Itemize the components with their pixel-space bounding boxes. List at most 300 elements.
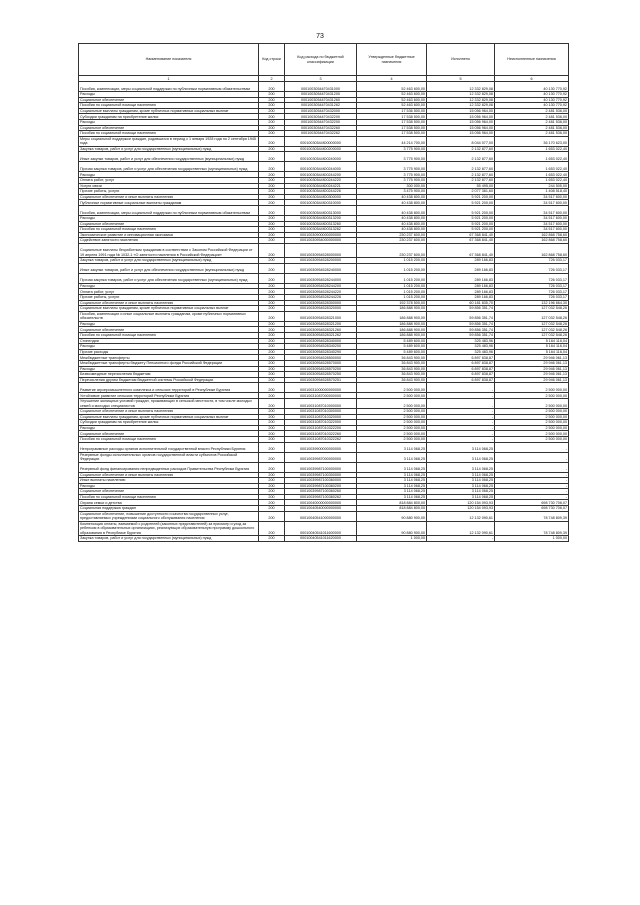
classification-code-cell: 00010031087010000000 xyxy=(285,398,357,408)
table-row xyxy=(79,462,569,472)
column-header: Код строки xyxy=(259,44,285,76)
classification-code-cell: 00010030954528320000 xyxy=(285,306,357,312)
classification-code-cell: 00010030954528200000 xyxy=(285,258,357,264)
approved-amount-cell: 17 536 500,00 xyxy=(357,108,427,114)
executed-amount-cell: 3 114 068,25 xyxy=(427,462,495,472)
line-code-cell: 200 xyxy=(259,398,285,408)
approved-amount-cell: 3 775 900,00 xyxy=(357,146,427,152)
approved-amount-cell: 40 438 800,00 xyxy=(357,205,427,215)
table-row xyxy=(79,152,569,162)
line-code-cell: 200 xyxy=(259,425,285,431)
line-code-cell: 200 xyxy=(259,238,285,244)
executed-amount-cell: 325 483,96 xyxy=(427,344,495,350)
approved-amount-cell: 17 538 500,00 xyxy=(357,114,427,120)
approved-amount-cell: 90 880 900,00 xyxy=(357,511,427,521)
approved-amount-cell: 818 884 800,00 xyxy=(357,506,427,512)
table-row xyxy=(79,452,569,462)
unexecuted-amount-cell: 34 517 600,00 xyxy=(495,227,569,233)
indicator-name-cell: Социальное обеспечение и иные выплаты населению xyxy=(79,472,259,478)
column-number: 5 xyxy=(427,76,495,82)
line-code-cell: 200 xyxy=(259,289,285,295)
executed-amount-cell: - xyxy=(427,393,495,399)
line-code-cell: 200 xyxy=(259,372,285,378)
approved-amount-cell: 3 114 068,25 xyxy=(357,442,427,452)
classification-code-cell: 00010030544Ю0313200 xyxy=(285,215,357,221)
unexecuted-amount-cell: 162 868 758,60 xyxy=(495,243,569,257)
line-code-cell: 200 xyxy=(259,131,285,137)
unexecuted-amount-cell: 5 164 116,04 xyxy=(495,344,569,350)
unexecuted-amount-cell: 2 481 536,00 xyxy=(495,108,569,114)
unexecuted-amount-cell: - xyxy=(495,452,569,462)
classification-code-cell: 00010030954528570251 xyxy=(285,377,357,383)
line-code-cell: 200 xyxy=(259,321,285,327)
indicator-name-cell: Социальное обеспечение и иные выплаты населению xyxy=(79,194,259,200)
executed-amount-cell: 12 332 829,08 xyxy=(427,82,495,92)
executed-amount-cell: 6 897 838,87 xyxy=(427,377,495,383)
approved-amount-cell: 1 000,00 xyxy=(357,536,427,542)
indicator-name-cell: Расходы xyxy=(79,92,259,98)
line-code-cell: 200 xyxy=(259,108,285,114)
unexecuted-amount-cell: 127 032 548,26 xyxy=(495,333,569,339)
approved-amount-cell: 1 015 200,00 xyxy=(357,295,427,301)
indicator-name-cell: Расходы xyxy=(79,283,259,289)
approved-amount-cell: 36 843 900,00 xyxy=(357,366,427,372)
indicator-name-cell: Расходы xyxy=(79,215,259,221)
unexecuted-amount-cell: 1 653 022,40 xyxy=(495,172,569,178)
indicator-name-cell: Социальное обеспечение xyxy=(79,489,259,495)
executed-amount-cell: 120 154 093,93 xyxy=(427,500,495,506)
unexecuted-amount-cell: 34 517 600,00 xyxy=(495,205,569,215)
indicator-name-cell: Оплата работ, услуг xyxy=(79,289,259,295)
unexecuted-amount-cell: 726 033,17 xyxy=(495,283,569,289)
classification-code-cell: 00010030954528340290 xyxy=(285,349,357,355)
table-row xyxy=(79,521,569,535)
line-code-cell: 200 xyxy=(259,283,285,289)
unexecuted-amount-cell: - xyxy=(495,472,569,478)
line-code-cell: 200 xyxy=(259,431,285,437)
approved-amount-cell: 52 463 600,00 xyxy=(357,103,427,109)
table-row xyxy=(79,205,569,215)
indicator-name-cell: Улучшение жилищных условий граждан, проживающих в сельской местности, в том числе молодых семей и молодых специалистов xyxy=(79,398,259,408)
line-code-cell: 200 xyxy=(259,494,285,500)
table-row xyxy=(79,162,569,172)
unexecuted-amount-cell: 78 748 809,39 xyxy=(495,511,569,521)
indicator-name-cell: Социальные выплаты гражданам, кроме публичных нормативных социальных выплат xyxy=(79,306,259,312)
line-code-cell: 200 xyxy=(259,258,285,264)
table-body xyxy=(79,82,569,542)
executed-amount-cell: - xyxy=(427,425,495,431)
approved-amount-cell: 36 843 900,00 xyxy=(357,372,427,378)
approved-amount-cell: 17 538 500,00 xyxy=(357,119,427,125)
indicator-name-cell: Экономическое развитие и инновационная экономика xyxy=(79,232,259,238)
executed-amount-cell: 289 166,83 xyxy=(427,289,495,295)
unexecuted-amount-cell: 127 032 548,26 xyxy=(495,321,569,327)
indicator-name-cell: Социальное обеспечение xyxy=(79,221,259,227)
executed-amount-cell: 325 483,96 xyxy=(427,338,495,344)
approved-amount-cell: 2 500 000,00 xyxy=(357,431,427,437)
unexecuted-amount-cell: - xyxy=(495,489,569,495)
line-code-cell: 200 xyxy=(259,162,285,172)
line-code-cell: 200 xyxy=(259,136,285,146)
unexecuted-amount-cell: 2 481 536,00 xyxy=(495,114,569,120)
executed-amount-cell: 5 921 200,00 xyxy=(427,215,495,221)
classification-code-cell: 00010031087010322260 xyxy=(285,431,357,437)
classification-code-cell: 00010040000000000000 xyxy=(285,500,357,506)
executed-amount-cell: 5 921 200,00 xyxy=(427,227,495,233)
approved-amount-cell: 3 114 068,25 xyxy=(357,478,427,484)
approved-amount-cell: 230 237 600,00 xyxy=(357,232,427,238)
line-code-cell: 200 xyxy=(259,125,285,131)
classification-code-cell: 00010030544Ю0000000 xyxy=(285,136,357,146)
approved-amount-cell: 44 214 700,00 xyxy=(357,136,427,146)
executed-amount-cell: 8 044 077,00 xyxy=(427,136,495,146)
executed-amount-cell: - xyxy=(427,420,495,426)
line-code-cell: 200 xyxy=(259,349,285,355)
classification-code-cell: 00010031087010320000 xyxy=(285,414,357,420)
approved-amount-cell: 2 500 000,00 xyxy=(357,393,427,399)
classification-code-cell: 00010030954528500000 xyxy=(285,355,357,361)
indicator-name-cell: Пособия, компенсации, меры социальной поддержки по публичным нормативным обязательствам xyxy=(79,82,259,92)
unexecuted-amount-cell: 2 481 536,00 xyxy=(495,119,569,125)
approved-amount-cell: 52 463 600,00 xyxy=(357,82,427,92)
executed-amount-cell: - xyxy=(427,408,495,414)
line-code-cell: 200 xyxy=(259,146,285,152)
approved-amount-cell: 818 884 800,00 xyxy=(357,500,427,506)
approved-amount-cell: 3 475 900,00 xyxy=(357,189,427,195)
line-code-cell: 200 xyxy=(259,194,285,200)
executed-amount-cell: 67 368 841,40 xyxy=(427,232,495,238)
indicator-name-cell: Социальные выплаты гражданам, кроме публичных нормативных социальных выплат xyxy=(79,108,259,114)
unexecuted-amount-cell: - xyxy=(495,442,569,452)
unexecuted-amount-cell: 29 946 061,13 xyxy=(495,366,569,372)
table-header-row xyxy=(79,44,569,76)
unexecuted-amount-cell: - xyxy=(495,462,569,472)
classification-code-cell: 00010030954528240000 xyxy=(285,263,357,273)
indicator-name-cell: Расходы xyxy=(79,366,259,372)
line-code-cell: 200 xyxy=(259,489,285,495)
table-row xyxy=(79,273,569,283)
line-code-cell: 200 xyxy=(259,377,285,383)
line-code-cell: 200 xyxy=(259,215,285,221)
unexecuted-amount-cell: 2 500 000,00 xyxy=(495,398,569,408)
approved-amount-cell: 186 888 900,00 xyxy=(357,321,427,327)
line-code-cell: 200 xyxy=(259,177,285,183)
approved-amount-cell: 192 378 500,00 xyxy=(357,300,427,306)
executed-amount-cell: 67 368 841,40 xyxy=(427,243,495,257)
unexecuted-amount-cell: 2 481 536,00 xyxy=(495,131,569,137)
table-row xyxy=(79,511,569,521)
unexecuted-amount-cell: 2 481 536,00 xyxy=(495,125,569,131)
line-code-cell: 200 xyxy=(259,333,285,339)
line-code-cell: 200 xyxy=(259,442,285,452)
approved-amount-cell: 3 114 068,25 xyxy=(357,462,427,472)
approved-amount-cell: 52 463 600,00 xyxy=(357,92,427,98)
unexecuted-amount-cell: 36 170 623,00 xyxy=(495,136,569,146)
line-code-cell: 200 xyxy=(259,408,285,414)
executed-amount-cell: 3 114 068,25 xyxy=(427,478,495,484)
classification-code-cell: 00010030954000000000 xyxy=(285,238,357,244)
executed-amount-cell: 5 921 200,00 xyxy=(427,200,495,206)
approved-amount-cell: 3 114 068,25 xyxy=(357,489,427,495)
line-code-cell: 200 xyxy=(259,243,285,257)
indicator-name-cell: Расходы xyxy=(79,483,259,489)
executed-amount-cell: 2 132 877,60 xyxy=(427,162,495,172)
indicator-name-cell: Услуги связи xyxy=(79,183,259,189)
classification-code-cell: 00010039900000000000 xyxy=(285,442,357,452)
classification-code-cell: 00010039987100360000 xyxy=(285,478,357,484)
classification-code-cell: 00010031087000000000 xyxy=(285,393,357,399)
approved-amount-cell: 90 880 900,00 xyxy=(357,521,427,535)
executed-amount-cell: 289 166,83 xyxy=(427,273,495,283)
executed-amount-cell: - xyxy=(427,536,495,542)
classification-code-cell: 00010030544Г0431260 xyxy=(285,97,357,103)
executed-amount-cell: 2 132 877,60 xyxy=(427,172,495,178)
column-header: Наименование показателя xyxy=(79,44,259,76)
unexecuted-amount-cell: 40 130 770,92 xyxy=(495,82,569,92)
executed-amount-cell: 60 181 835,70 xyxy=(427,300,495,306)
approved-amount-cell: 2 500 000,00 xyxy=(357,408,427,414)
approved-amount-cell: 186 888 900,00 xyxy=(357,311,427,321)
executed-amount-cell: 289 166,83 xyxy=(427,295,495,301)
unexecuted-amount-cell: 40 130 770,92 xyxy=(495,92,569,98)
indicator-name-cell: Расходы xyxy=(79,321,259,327)
unexecuted-amount-cell: 726 033,17 xyxy=(495,273,569,283)
approved-amount-cell: 186 888 900,00 xyxy=(357,333,427,339)
line-code-cell: 200 xyxy=(259,172,285,178)
approved-amount-cell: 2 500 000,00 xyxy=(357,425,427,431)
executed-amount-cell: 5 921 200,00 xyxy=(427,205,495,215)
classification-code-cell: 00010030544Ю0244221 xyxy=(285,183,357,189)
classification-code-cell: 00010030954528300000 xyxy=(285,300,357,306)
table-row xyxy=(79,398,569,408)
approved-amount-cell: 2 500 000,00 xyxy=(357,383,427,393)
classification-code-cell: 00010039987100360262 xyxy=(285,494,357,500)
indicator-name-cell: Безвозмездные перечисления бюджетам xyxy=(79,372,259,378)
indicator-name-cell: Пособия по социальной помощи населению xyxy=(79,494,259,500)
indicator-name-cell: Содействие занятости населения xyxy=(79,238,259,244)
classification-code-cell: 00010039987100360260 xyxy=(285,489,357,495)
executed-amount-cell: 15 056 964,00 xyxy=(427,108,495,114)
column-number: 2 xyxy=(259,76,285,82)
unexecuted-amount-cell: 127 032 548,26 xyxy=(495,327,569,333)
line-code-cell: 200 xyxy=(259,472,285,478)
approved-amount-cell: 3 775 900,00 xyxy=(357,152,427,162)
executed-amount-cell: 55 495,00 xyxy=(427,183,495,189)
executed-amount-cell: 15 056 964,00 xyxy=(427,125,495,131)
classification-code-cell: 00010039987100000000 xyxy=(285,462,357,472)
classification-code-cell: 00010031087010322200 xyxy=(285,425,357,431)
unexecuted-amount-cell: 1 653 022,40 xyxy=(495,162,569,172)
indicator-name-cell: Субсидии гражданам на приобретение жилья xyxy=(79,420,259,426)
indicator-name-cell: Межбюджетные трансферты бюджету Пенсионного фонда Российской Федерации xyxy=(79,360,259,366)
approved-amount-cell: 2 500 000,00 xyxy=(357,420,427,426)
classification-code-cell: 00010030954528244226 xyxy=(285,295,357,301)
unexecuted-amount-cell: 40 130 770,92 xyxy=(495,97,569,103)
indicator-name-cell: Социальное обеспечение и иные выплаты населению xyxy=(79,300,259,306)
unexecuted-amount-cell: 726 033,17 xyxy=(495,258,569,264)
approved-amount-cell: 3 114 068,25 xyxy=(357,472,427,478)
indicator-name-cell: Прочая закупка товаров, работ и услуг для обеспечения государственных (муниципальных) нужд xyxy=(79,162,259,172)
executed-amount-cell: 59 856 351,74 xyxy=(427,333,495,339)
unexecuted-amount-cell: 2 500 000,00 xyxy=(495,420,569,426)
unexecuted-amount-cell: 2 500 000,00 xyxy=(495,425,569,431)
approved-amount-cell: 40 438 800,00 xyxy=(357,221,427,227)
executed-amount-cell: 67 368 841,40 xyxy=(427,238,495,244)
executed-amount-cell: 120 154 093,93 xyxy=(427,506,495,512)
unexecuted-amount-cell: 127 032 548,26 xyxy=(495,311,569,321)
classification-code-cell: 00010030954528570200 xyxy=(285,366,357,372)
table-row xyxy=(79,442,569,452)
approved-amount-cell: 3 114 068,25 xyxy=(357,494,427,500)
column-header: Код расхода по бюджетной классификации xyxy=(285,44,357,76)
approved-amount-cell: 17 538 500,00 xyxy=(357,125,427,131)
executed-amount-cell: 12 132 090,61 xyxy=(427,521,495,535)
classification-code-cell: 00010030544Ю0313000 xyxy=(285,205,357,215)
line-code-cell: 200 xyxy=(259,300,285,306)
line-code-cell: 200 xyxy=(259,232,285,238)
approved-amount-cell: 40 438 800,00 xyxy=(357,215,427,221)
classification-code-cell: 00010030954528244200 xyxy=(285,283,357,289)
unexecuted-amount-cell: 34 517 600,00 xyxy=(495,200,569,206)
line-code-cell: 200 xyxy=(259,420,285,426)
unexecuted-amount-cell: 1 408 518,40 xyxy=(495,189,569,195)
line-code-cell: 200 xyxy=(259,393,285,399)
indicator-name-cell: Иные закупки товаров, работ и услуг для обеспечения государственных (муниципальных) нужд xyxy=(79,152,259,162)
line-code-cell: 200 xyxy=(259,97,285,103)
unexecuted-amount-cell: 29 946 061,13 xyxy=(495,377,569,383)
unexecuted-amount-cell: 1 653 022,40 xyxy=(495,146,569,152)
executed-amount-cell: 12 332 829,08 xyxy=(427,97,495,103)
line-code-cell: 200 xyxy=(259,119,285,125)
indicator-name-cell: Развитие агропромышленного комплекса и сельских территорий в Республике Бурятия xyxy=(79,383,259,393)
classification-code-cell: 00010030954528321000 xyxy=(285,311,357,321)
executed-amount-cell: 3 114 068,25 xyxy=(427,452,495,462)
classification-code-cell: 00010030544Г0431000 xyxy=(285,82,357,92)
approved-amount-cell: 1 015 200,00 xyxy=(357,273,427,283)
indicator-name-cell: Расходы xyxy=(79,425,259,431)
line-code-cell: 200 xyxy=(259,414,285,420)
approved-amount-cell: 3 775 900,00 xyxy=(357,162,427,172)
executed-amount-cell: 325 483,96 xyxy=(427,349,495,355)
classification-code-cell: 00010030954528570000 xyxy=(285,360,357,366)
classification-code-cell: 00010030544Ю0300000 xyxy=(285,194,357,200)
line-code-cell: 200 xyxy=(259,366,285,372)
indicator-name-cell: Расходы xyxy=(79,119,259,125)
line-code-cell: 200 xyxy=(259,483,285,489)
line-code-cell: 200 xyxy=(259,338,285,344)
indicator-name-cell: Прочие работы, услуги xyxy=(79,295,259,301)
table-row xyxy=(79,263,569,273)
executed-amount-cell: 2 132 877,60 xyxy=(427,146,495,152)
classification-code-cell: 00010030954528244000 xyxy=(285,273,357,283)
classification-code-cell: 00010030544Г0431262 xyxy=(285,103,357,109)
column-header: Неисполненные назначения xyxy=(495,44,569,76)
indicator-name-cell: Социальное обеспечение xyxy=(79,97,259,103)
approved-amount-cell: 186 888 900,00 xyxy=(357,306,427,312)
indicator-name-cell: Компенсация оплаты, взимаемой с родителей (законных представителей) за присмотр и уход за ребенком в образовательных организациях, реализующих образовательную программу дошкольного образования в Республике Бурятия xyxy=(79,521,259,535)
classification-code-cell: 00010030544Ю0244220 xyxy=(285,177,357,183)
executed-amount-cell: 289 166,83 xyxy=(427,263,495,273)
classification-code-cell: 00010030544Ю0244200 xyxy=(285,172,357,178)
line-code-cell: 200 xyxy=(259,500,285,506)
indicator-name-cell: Социальное обеспечение xyxy=(79,431,259,437)
indicator-name-cell: Пособия по социальной помощи населению xyxy=(79,333,259,339)
indicator-name-cell: Стипендии xyxy=(79,338,259,344)
line-code-cell: 200 xyxy=(259,103,285,109)
line-code-cell: 200 xyxy=(259,227,285,233)
indicator-name-cell: Прочие работы, услуги xyxy=(79,189,259,195)
classification-code-cell: 00010030544Г0432200 xyxy=(285,114,357,120)
line-code-cell: 200 xyxy=(259,263,285,273)
executed-amount-cell: 5 921 200,00 xyxy=(427,194,495,200)
unexecuted-amount-cell: 29 946 061,13 xyxy=(495,360,569,366)
budget-execution-table xyxy=(78,43,569,542)
indicator-name-cell: Резервные фонды исполнительных органов государственной власти субъектов Российской Федерации xyxy=(79,452,259,462)
line-code-cell: 200 xyxy=(259,511,285,521)
executed-amount-cell: 3 114 068,25 xyxy=(427,483,495,489)
classification-code-cell: 00010030544Ю0244226 xyxy=(285,189,357,195)
approved-amount-cell: 186 888 900,00 xyxy=(357,327,427,333)
page-number: 73 xyxy=(316,33,324,40)
executed-amount-cell: 5 921 200,00 xyxy=(427,221,495,227)
approved-amount-cell: 1 015 200,00 xyxy=(357,263,427,273)
classification-code-cell: 00010040541011600000 xyxy=(285,521,357,535)
indicator-name-cell: Пособия по социальной помощи населению xyxy=(79,103,259,109)
executed-amount-cell: - xyxy=(427,398,495,408)
indicator-name-cell: Пособия по социальной помощи населению xyxy=(79,227,259,233)
unexecuted-amount-cell: 2 500 000,00 xyxy=(495,393,569,399)
approved-amount-cell: 36 843 900,00 xyxy=(357,377,427,383)
line-code-cell: 200 xyxy=(259,205,285,215)
classification-code-cell: 00010030954528321200 xyxy=(285,321,357,327)
unexecuted-amount-cell: 726 033,17 xyxy=(495,295,569,301)
indicator-name-cell: Расходы xyxy=(79,172,259,178)
unexecuted-amount-cell: 2 500 000,00 xyxy=(495,431,569,437)
executed-amount-cell: 12 332 829,08 xyxy=(427,92,495,98)
indicator-name-cell: Перечисления другим бюджетам бюджетной системы Российской Федерации xyxy=(79,377,259,383)
classification-code-cell: 00010040541011620000 xyxy=(285,536,357,542)
indicator-name-cell: Закупка товаров, работ и услуг для государственных (муниципальных) нужд xyxy=(79,536,259,542)
executed-amount-cell: 2 077 381,60 xyxy=(427,189,495,195)
executed-amount-cell: 15 056 964,00 xyxy=(427,119,495,125)
indicator-name-cell: Непрограммные расходы органов исполнительной государственной власти Республики Бурятия xyxy=(79,442,259,452)
classification-code-cell: 00010030954528340200 xyxy=(285,344,357,350)
unexecuted-amount-cell: 698 730 706,07 xyxy=(495,506,569,512)
classification-code-cell: 00010040541000000000 xyxy=(285,511,357,521)
approved-amount-cell: 2 500 000,00 xyxy=(357,398,427,408)
table-row xyxy=(79,311,569,321)
unexecuted-amount-cell: 698 730 706,07 xyxy=(495,500,569,506)
classification-code-cell: 00010039987100300000 xyxy=(285,472,357,478)
unexecuted-amount-cell: 2 500 000,00 xyxy=(495,414,569,420)
line-code-cell: 200 xyxy=(259,114,285,120)
classification-code-cell: 00010030544Г0432262 xyxy=(285,131,357,137)
approved-amount-cell: 5 489 600,00 xyxy=(357,338,427,344)
executed-amount-cell: 3 114 068,25 xyxy=(427,472,495,478)
executed-amount-cell: 3 114 068,25 xyxy=(427,442,495,452)
line-code-cell: 200 xyxy=(259,462,285,472)
indicator-name-cell: Пособия по социальной помощи населению xyxy=(79,131,259,137)
line-code-cell: 200 xyxy=(259,383,285,393)
line-code-cell: 200 xyxy=(259,478,285,484)
line-code-cell: 200 xyxy=(259,311,285,321)
unexecuted-amount-cell: 40 130 770,92 xyxy=(495,103,569,109)
classification-code-cell: 00010040540000000000 xyxy=(285,506,357,512)
classification-code-cell: 00010030954528321262 xyxy=(285,333,357,339)
executed-amount-cell: 6 897 838,87 xyxy=(427,372,495,378)
unexecuted-amount-cell: 78 748 809,39 xyxy=(495,521,569,535)
indicator-name-cell: Социальное обеспечение xyxy=(79,327,259,333)
